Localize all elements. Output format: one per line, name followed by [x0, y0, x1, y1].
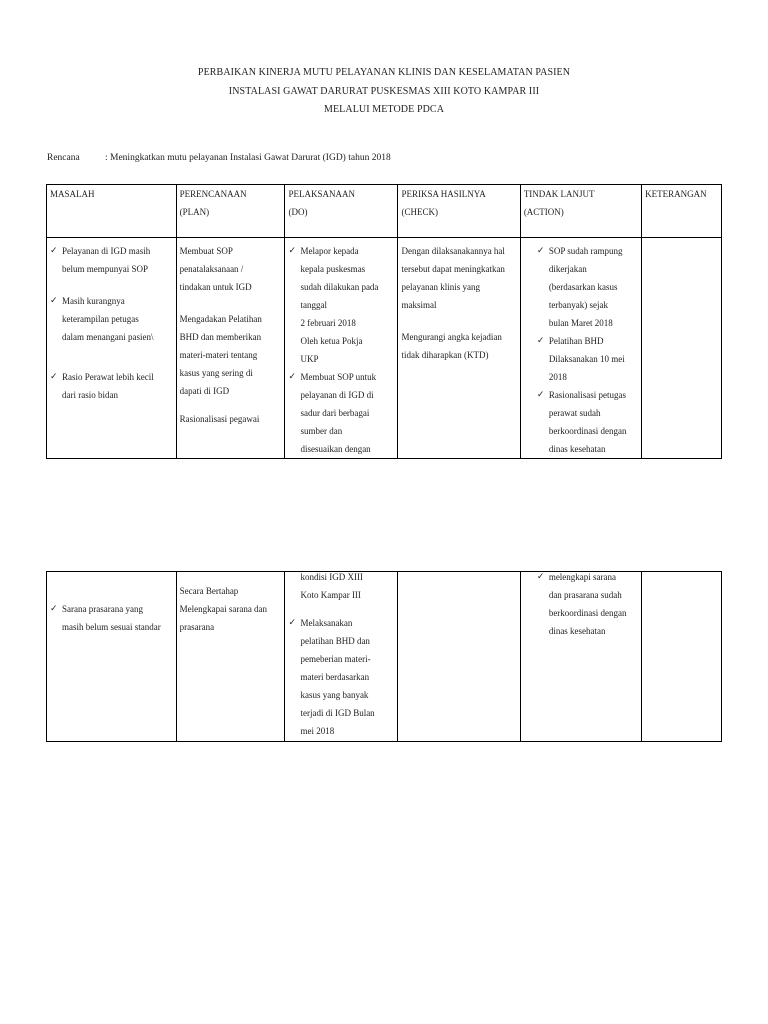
masalah-item: ✓ Rasio Perawat lebih kecil dari rasio bidan [50, 368, 173, 404]
cell-action-2 [520, 572, 641, 742]
plan-item: Mengadakan Pelatihan BHD dan memberikan materi-materi tentang kasus yang sering di dapati di IGD [179, 314, 262, 396]
header-check: PERIKSA HASILNYA (CHECK) [398, 185, 520, 238]
cell-do [285, 238, 398, 459]
cell-action [520, 238, 641, 459]
header-masalah: MASALAH [47, 185, 177, 238]
pdca-table-page1 [46, 184, 722, 459]
check-item: Dengan dilaksanakannya hal tersebut dapat meningkatkan pelayanan klinis yang maksimal [401, 246, 505, 310]
cell-keterangan-2 [642, 572, 722, 742]
header-keterangan: KETERANGAN [642, 185, 722, 238]
masalah-item: ✓ Masih kurangnya keterampilan petugas dalam menangani pasien\ [50, 292, 173, 346]
plan-item: Rasionalisasi pegawai [179, 414, 260, 424]
cell-masalah-2 [47, 572, 177, 742]
action-item: ✓ melengkapi sarana dan prasarana sudah berkoordinasi dengan dinas kesehatan [537, 568, 638, 640]
rencana-text: : Meningkatkan mutu pelayanan Instalasi Gawat Darurat (IGD) tahun 2018 [105, 153, 391, 163]
rencana-label: Rencana [47, 153, 80, 163]
action-item: ✓ Rasionalisasi petugas perawat sudah berkoordinasi dengan dinas kesehatan [537, 386, 638, 458]
action-item: ✓ Pelatihan BHD Dilaksanakan 10 mei 2018 [537, 332, 638, 386]
masalah-item: ✓ Pelayanan di IGD masih belum mempunyai SOP [50, 242, 173, 278]
header-do: PELAKSANAAN (DO) [285, 185, 398, 238]
do-item: ✓ Melapor kepada kepala puskesmas sudah dilakukan pada tanggal 2 februari 2018 Oleh ketua Pokja UKP [288, 242, 394, 368]
header-action: TINDAK LANJUT (ACTION) [520, 185, 641, 238]
doc-title-line-2: INSTALASI GAWAT DARURAT PUSKESMAS XIII KOTO KAMPAR III [228, 86, 540, 97]
rencana-line [47, 153, 391, 163]
cell-masalah [47, 238, 177, 459]
doc-title-line-3: MELALUI METODE PDCA [323, 104, 445, 115]
check-item: Mengurangi angka kejadian tidak diharapkan (KTD) [401, 332, 502, 360]
cell-keterangan [642, 238, 722, 459]
action-item: ✓ SOP sudah rampung dikerjakan (berdasarkan kasus terbanyak) sejak bulan Maret 2018 [537, 242, 638, 332]
doc-title-line-1: PERBAIKAN KINERJA MUTU PELAYANAN KLINIS DAN KESELAMATAN PASIEN [197, 67, 571, 78]
do-item: ✓ Melaksanakan pelatihan BHD dan pemeberian materi- materi berdasarkan kasus yang banyak terjadi di IGD Bulan mei 2018 [288, 614, 394, 740]
cell-check-2 [398, 572, 520, 742]
header-plan: PERENCANAAN (PLAN) [176, 185, 285, 238]
cell-plan [176, 238, 285, 459]
masalah-item: ✓ Sarana prasarana yang masih belum sesuai standar [50, 600, 173, 636]
do-continued: kondisi IGD XIII Koto Kampar III [300, 572, 363, 600]
plan-item: Secara Bertahap Melengkapai sarana dan prasarana [179, 586, 268, 632]
do-item: ✓ Membuat SOP untuk pelayanan di IGD di sadur dari berbagai sumber dan disesuaikan dengan [288, 368, 394, 458]
pdca-table-page2 [46, 571, 722, 742]
cell-check [398, 238, 520, 459]
cell-plan-2 [176, 572, 285, 742]
cell-do-2 [285, 572, 398, 742]
plan-item: Membuat SOP penatalaksanaan / tindakan untuk IGD [179, 246, 252, 292]
